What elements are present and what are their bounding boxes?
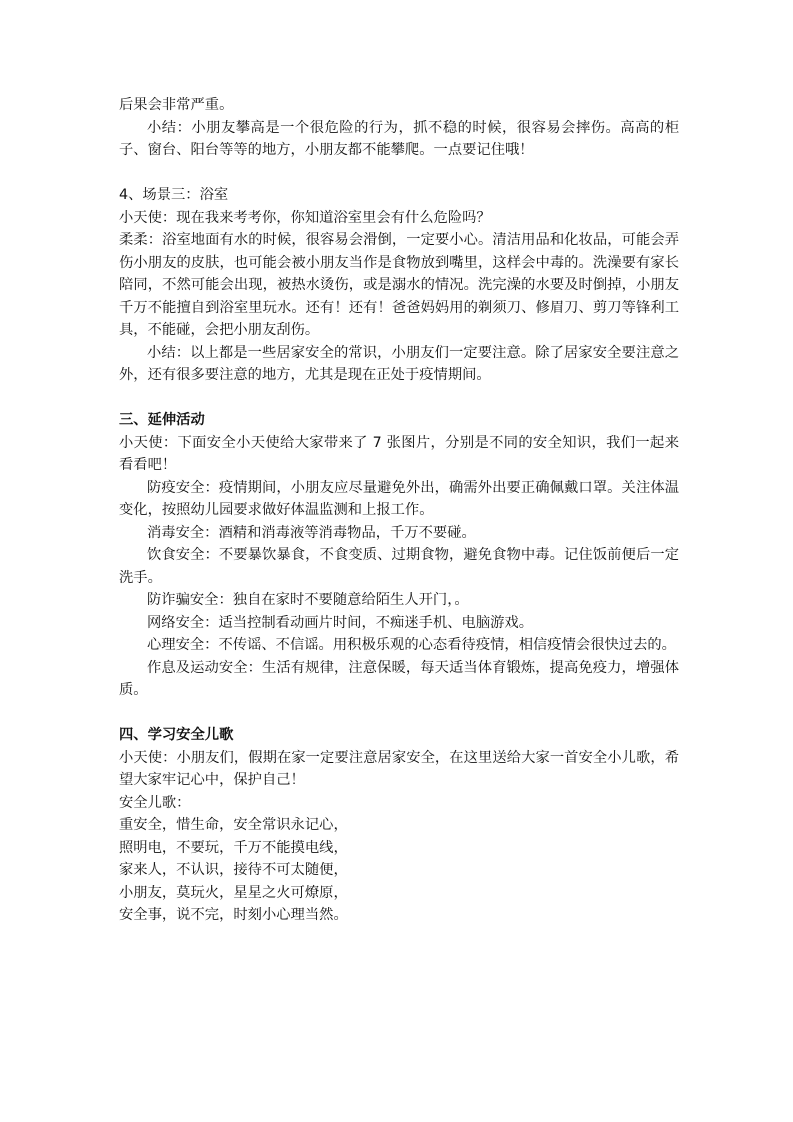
scene4-answer: 柔柔：浴室地面有水的时候，很容易会滑倒，一定要小心。清洁用品和化妆品，可能会弄伤小朋友的皮肤，也可能会被小朋友当作是食物放到嘴里，这样会中毒的。洗澡要有家长陪同，不然可能会出现，被热水烫伤，或是溺水的情况。洗完澡的水要及时倒掉，小朋友千万不能擅自到浴室里玩水。还有！还有！爸爸妈妈用的剃须刀、修眉刀、剪刀等锋利工具，不能碰，会把小朋友刮伤。	[119, 232, 679, 338]
section4-title: 四、学习安全儿歌	[119, 727, 234, 743]
song-line: 重安全，惜生命，安全常识永记心，	[119, 817, 348, 833]
spacer	[119, 162, 679, 185]
song-label: 安全儿歌：	[119, 794, 191, 811]
safety-item: 网络安全：适当控制看动画片时间，不痴迷手机、电脑游戏。	[147, 614, 534, 631]
safety-item: 心理安全：不传谣、不信谣。用积极乐观的心态看待疫情，相信疫情会很快过去的。	[147, 637, 676, 653]
song-line: 小朋友，莫玩火，星星之火可燎原，	[119, 884, 348, 901]
document-page	[119, 94, 679, 927]
safety-item: 消毒安全：酒精和消毒液等消毒物品，千万不要碰。	[147, 524, 476, 541]
song-line: 家来人，不认识，接待不可太随便，	[119, 862, 348, 878]
spacer	[119, 387, 679, 410]
safety-item: 饮食安全：不要暴饮暴食，不食变质、过期食物，避免食物中毒。记住饭前便后一定洗手。	[119, 547, 679, 586]
scene4-summary: 小结：以上都是一些居家安全的常识，小朋友们一定要注意。除了居家安全要注意之外，还有很多要注意的地方，尤其是现在正处于疫情期间。	[119, 344, 679, 383]
section3-intro: 小天使：下面安全小天使给大家带来了 7 张图片，分别是不同的安全知识，我们一起来看看吧！	[119, 434, 679, 473]
song-line: 照明电，不要玩，千万不能摸电线，	[119, 839, 348, 856]
scene4-title: 4、场景三：浴室	[119, 187, 229, 203]
section3-title: 三、延伸活动	[119, 412, 205, 428]
safety-item: 防疫安全：疫情期间，小朋友应尽量避免外出，确需外出要正确佩戴口罩。关注体温变化，按照幼儿园要求做好体温监测和上报工作。	[119, 479, 679, 518]
section4-intro: 小天使：小朋友们，假期在家一定要注意居家安全，在这里送给大家一首安全小儿歌，希望大家牢记心中，保护自己！	[119, 749, 679, 788]
intro-summary: 小结：小朋友攀高是一个很危险的行为，抓不稳的时候，很容易会摔伤。高高的柜子、窗台、阳台等等的地方，小朋友都不能攀爬。一点要记住哦！	[119, 119, 679, 158]
scene4-question: 小天使：现在我来考考你，你知道浴室里会有什么危险吗？	[119, 209, 491, 226]
song-line: 安全事，说不完，时刻小心理当然。	[119, 907, 348, 923]
safety-item: 防诈骗安全：独自在家时不要随意给陌生人开门，。	[147, 592, 469, 608]
safety-item: 作息及运动安全：生活有规律，注意保暖，每天适当体育锻炼，提高免疫力，增强体质。	[119, 659, 679, 698]
spacer	[119, 702, 679, 725]
intro-tail-line: 后果会非常严重。	[119, 97, 234, 113]
